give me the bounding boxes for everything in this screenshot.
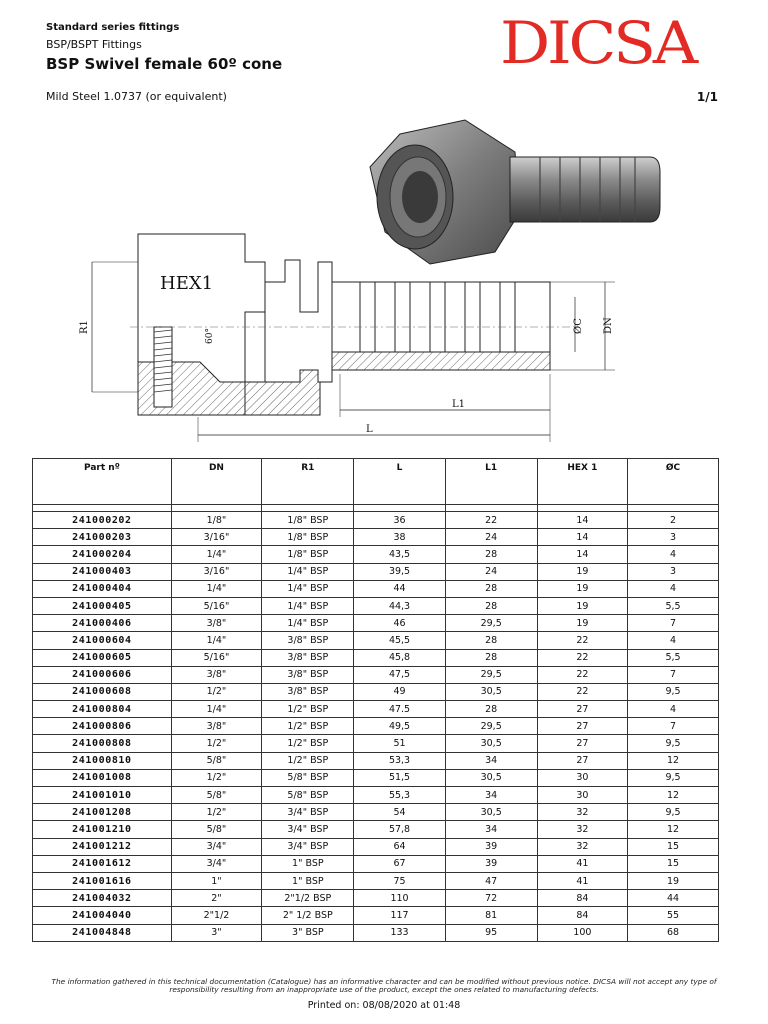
l1-cell: 39 — [445, 838, 537, 855]
l1-cell: 28 — [445, 597, 537, 614]
col-diameter-c: ØC — [627, 459, 718, 505]
dim-l-label: L — [366, 424, 373, 435]
part-number-cell: 241000405 — [33, 597, 172, 614]
l1-cell: 28 — [445, 649, 537, 666]
l-cell: 117 — [354, 907, 445, 924]
table-row — [33, 580, 719, 597]
material-label: Mild Steel 1.0737 (or equivalent) — [46, 90, 227, 103]
table-row — [33, 666, 719, 683]
dn-cell: 3" — [171, 924, 261, 941]
r1-cell: 1/8" BSP — [262, 512, 354, 529]
hex1-cell: 19 — [537, 563, 627, 580]
table-row — [33, 752, 719, 769]
table-header-row — [33, 459, 719, 505]
r1-cell: 1/8" BSP — [262, 546, 354, 563]
r1-cell: 1" BSP — [262, 872, 354, 889]
r1-cell: 1/2" BSP — [262, 718, 354, 735]
diameter-c-cell: 44 — [627, 890, 718, 907]
part-number-cell: 241000810 — [33, 752, 172, 769]
table-row — [33, 512, 719, 529]
spacer-cell — [262, 505, 354, 512]
r1-cell: 1/4" BSP — [262, 563, 354, 580]
l-cell: 44 — [354, 580, 445, 597]
diameter-c-cell: 4 — [627, 546, 718, 563]
l1-cell: 39 — [445, 855, 537, 872]
table-row — [33, 701, 719, 718]
l-cell: 110 — [354, 890, 445, 907]
part-number-cell: 241001212 — [33, 838, 172, 855]
hex-label: HEX1 — [160, 273, 214, 294]
dim-r1-label: R1 — [79, 320, 90, 334]
dn-cell: 3/8" — [171, 718, 261, 735]
table-row — [33, 872, 719, 889]
r1-cell: 3/8" BSP — [262, 683, 354, 700]
part-number-cell: 241001010 — [33, 787, 172, 804]
l-cell: 51,5 — [354, 769, 445, 786]
l-cell: 49,5 — [354, 718, 445, 735]
table-row — [33, 924, 719, 941]
hex1-cell: 84 — [537, 907, 627, 924]
l1-cell: 29,5 — [445, 718, 537, 735]
part-number-cell: 241000606 — [33, 666, 172, 683]
hex1-cell: 30 — [537, 769, 627, 786]
diameter-c-cell: 9,5 — [627, 769, 718, 786]
dim-c-label: ØC — [573, 318, 584, 334]
hex1-cell: 27 — [537, 752, 627, 769]
l-cell: 45,5 — [354, 632, 445, 649]
r1-cell: 3/8" BSP — [262, 632, 354, 649]
l1-cell: 22 — [445, 512, 537, 529]
l-cell: 44,3 — [354, 597, 445, 614]
hex1-cell: 14 — [537, 512, 627, 529]
hex1-cell: 19 — [537, 597, 627, 614]
dn-cell: 5/16" — [171, 649, 261, 666]
l1-cell: 34 — [445, 821, 537, 838]
hex1-cell: 100 — [537, 924, 627, 941]
part-number-cell: 241000406 — [33, 615, 172, 632]
page-title: BSP Swivel female 60º cone — [46, 55, 283, 73]
l1-cell: 24 — [445, 563, 537, 580]
r1-cell: 1/2" BSP — [262, 735, 354, 752]
dim-l1-label: L1 — [452, 399, 466, 410]
part-number-cell: 241000804 — [33, 701, 172, 718]
l1-cell: 30,5 — [445, 804, 537, 821]
l-cell: 47.5 — [354, 701, 445, 718]
l1-cell: 28 — [445, 701, 537, 718]
l1-cell: 28 — [445, 580, 537, 597]
section-view — [92, 234, 615, 442]
technical-drawing — [70, 112, 700, 447]
l-cell: 67 — [354, 855, 445, 872]
table-row — [33, 769, 719, 786]
l1-cell: 29,5 — [445, 666, 537, 683]
table-row — [33, 563, 719, 580]
hex1-cell: 27 — [537, 735, 627, 752]
disclaimer: The information gathered in this technical documentation (Catalogue) has an informative character and can be modified without previous notice. DICSA will not accept any type of responsibility resulting from an inappropriate use of the product, except the ones related to manufacturing defects. — [51, 977, 717, 995]
hex1-cell: 19 — [537, 615, 627, 632]
l1-cell: 28 — [445, 632, 537, 649]
hex1-cell: 14 — [537, 546, 627, 563]
dn-cell: 1/4" — [171, 701, 261, 718]
spacer-cell — [171, 505, 261, 512]
hex1-cell: 32 — [537, 821, 627, 838]
diameter-c-cell: 55 — [627, 907, 718, 924]
l-cell: 36 — [354, 512, 445, 529]
hex1-cell: 27 — [537, 701, 627, 718]
part-number-cell: 241001612 — [33, 855, 172, 872]
col-hex1: HEX 1 — [537, 459, 627, 505]
dn-cell: 1/2" — [171, 735, 261, 752]
part-number-cell: 241000808 — [33, 735, 172, 752]
r1-cell: 5/8" BSP — [262, 787, 354, 804]
diameter-c-cell: 9,5 — [627, 683, 718, 700]
dn-cell: 1/8" — [171, 512, 261, 529]
l1-cell: 30,5 — [445, 735, 537, 752]
hex1-cell: 22 — [537, 632, 627, 649]
diameter-c-cell: 4 — [627, 632, 718, 649]
hex1-cell: 30 — [537, 787, 627, 804]
table-row — [33, 718, 719, 735]
part-number-cell: 241000204 — [33, 546, 172, 563]
r1-cell: 1/4" BSP — [262, 597, 354, 614]
brand-logo: DICSA — [500, 9, 695, 77]
dn-cell: 5/8" — [171, 787, 261, 804]
diameter-c-cell: 68 — [627, 924, 718, 941]
l1-cell: 30,5 — [445, 769, 537, 786]
l-cell: 55,3 — [354, 787, 445, 804]
dn-cell: 3/16" — [171, 563, 261, 580]
category-label: BSP/BSPT Fittings — [46, 38, 142, 51]
diameter-c-cell: 19 — [627, 872, 718, 889]
diameter-c-cell: 15 — [627, 855, 718, 872]
table-row — [33, 890, 719, 907]
diameter-c-cell: 15 — [627, 838, 718, 855]
table-row — [33, 907, 719, 924]
part-number-cell: 241000605 — [33, 649, 172, 666]
part-number-cell: 241001616 — [33, 872, 172, 889]
hex1-cell: 14 — [537, 529, 627, 546]
diameter-c-cell: 3 — [627, 529, 718, 546]
col-dn: DN — [171, 459, 261, 505]
diameter-c-cell: 7 — [627, 615, 718, 632]
table-row — [33, 821, 719, 838]
table-row — [33, 855, 719, 872]
part-number-cell: 241000404 — [33, 580, 172, 597]
l1-cell: 81 — [445, 907, 537, 924]
l-cell: 38 — [354, 529, 445, 546]
part-number-cell: 241004040 — [33, 907, 172, 924]
r1-cell: 3" BSP — [262, 924, 354, 941]
l-cell: 57,8 — [354, 821, 445, 838]
hex1-cell: 41 — [537, 855, 627, 872]
dn-cell: 5/16" — [171, 597, 261, 614]
diameter-c-cell: 5,5 — [627, 649, 718, 666]
hex1-cell: 22 — [537, 666, 627, 683]
part-number-cell: 241001208 — [33, 804, 172, 821]
col-part: Part nº — [33, 459, 172, 505]
table-row — [33, 804, 719, 821]
r1-cell: 1" BSP — [262, 855, 354, 872]
r1-cell: 1/4" BSP — [262, 580, 354, 597]
diameter-c-cell: 12 — [627, 752, 718, 769]
r1-cell: 3/4" BSP — [262, 838, 354, 855]
diameter-c-cell: 2 — [627, 512, 718, 529]
part-number-cell: 241004032 — [33, 890, 172, 907]
hex1-cell: 22 — [537, 649, 627, 666]
hex1-cell: 41 — [537, 872, 627, 889]
col-r1: R1 — [262, 459, 354, 505]
dn-cell: 3/8" — [171, 666, 261, 683]
diameter-c-cell: 12 — [627, 787, 718, 804]
dn-cell: 1/4" — [171, 580, 261, 597]
table-row — [33, 683, 719, 700]
table-spacer-row — [33, 505, 719, 512]
l-cell: 49 — [354, 683, 445, 700]
dn-cell: 2" — [171, 890, 261, 907]
table-row — [33, 615, 719, 632]
table-row — [33, 632, 719, 649]
dn-cell: 2"1/2 — [171, 907, 261, 924]
diameter-c-cell: 3 — [627, 563, 718, 580]
l-cell: 47,5 — [354, 666, 445, 683]
l-cell: 45,8 — [354, 649, 445, 666]
spacer-cell — [445, 505, 537, 512]
r1-cell: 3/4" BSP — [262, 821, 354, 838]
spacer-cell — [537, 505, 627, 512]
r1-cell: 3/8" BSP — [262, 666, 354, 683]
dn-cell: 5/8" — [171, 821, 261, 838]
l-cell: 46 — [354, 615, 445, 632]
fitting-3d-render — [370, 120, 660, 264]
l1-cell: 34 — [445, 752, 537, 769]
dim-dn-label: DN — [603, 317, 614, 334]
hex1-cell: 22 — [537, 683, 627, 700]
table-row — [33, 546, 719, 563]
hex1-cell: 32 — [537, 838, 627, 855]
l1-cell: 95 — [445, 924, 537, 941]
hex1-cell: 84 — [537, 890, 627, 907]
table-row — [33, 735, 719, 752]
diameter-c-cell: 7 — [627, 718, 718, 735]
dn-cell: 5/8" — [171, 752, 261, 769]
part-number-cell: 241001210 — [33, 821, 172, 838]
diameter-c-cell: 5,5 — [627, 597, 718, 614]
printed-date: Printed on: 08/08/2020 at 01:48 — [307, 1000, 461, 1011]
spacer-cell — [627, 505, 718, 512]
angle-label: 60° — [205, 328, 215, 344]
spacer-cell — [354, 505, 445, 512]
table-body — [33, 505, 719, 942]
diameter-c-cell: 7 — [627, 666, 718, 683]
l1-cell: 72 — [445, 890, 537, 907]
r1-cell: 3/4" BSP — [262, 804, 354, 821]
r1-cell: 1/2" BSP — [262, 752, 354, 769]
l-cell: 75 — [354, 872, 445, 889]
dn-cell: 1/4" — [171, 546, 261, 563]
spec-table — [32, 458, 719, 942]
r1-cell: 5/8" BSP — [262, 769, 354, 786]
diameter-c-cell: 9,5 — [627, 735, 718, 752]
diameter-c-cell: 4 — [627, 580, 718, 597]
r1-cell: 1/4" BSP — [262, 615, 354, 632]
l-cell: 39,5 — [354, 563, 445, 580]
dn-cell: 1" — [171, 872, 261, 889]
r1-cell: 2"1/2 BSP — [262, 890, 354, 907]
dn-cell: 1/2" — [171, 769, 261, 786]
part-number-cell: 241004848 — [33, 924, 172, 941]
part-number-cell: 241000604 — [33, 632, 172, 649]
page-number: 1/1 — [696, 90, 718, 104]
l1-cell: 29,5 — [445, 615, 537, 632]
diameter-c-cell: 12 — [627, 821, 718, 838]
l1-cell: 24 — [445, 529, 537, 546]
l-cell: 53,3 — [354, 752, 445, 769]
part-number-cell: 241000202 — [33, 512, 172, 529]
l-cell: 51 — [354, 735, 445, 752]
l-cell: 54 — [354, 804, 445, 821]
dn-cell: 1/2" — [171, 804, 261, 821]
dn-cell: 3/4" — [171, 838, 261, 855]
diameter-c-cell: 9,5 — [627, 804, 718, 821]
part-number-cell: 241000403 — [33, 563, 172, 580]
hex1-cell: 19 — [537, 580, 627, 597]
l1-cell: 34 — [445, 787, 537, 804]
table-row — [33, 649, 719, 666]
l1-cell: 28 — [445, 546, 537, 563]
l1-cell: 47 — [445, 872, 537, 889]
table-row — [33, 787, 719, 804]
part-number-cell: 241001008 — [33, 769, 172, 786]
part-number-cell: 241000608 — [33, 683, 172, 700]
table-row — [33, 597, 719, 614]
l-cell: 43,5 — [354, 546, 445, 563]
table-row — [33, 838, 719, 855]
dn-cell: 3/8" — [171, 615, 261, 632]
part-number-cell: 241000203 — [33, 529, 172, 546]
part-number-cell: 241000806 — [33, 718, 172, 735]
diameter-c-cell: 4 — [627, 701, 718, 718]
dn-cell: 1/2" — [171, 683, 261, 700]
r1-cell: 1/8" BSP — [262, 529, 354, 546]
table-row — [33, 529, 719, 546]
series-label: Standard series fittings — [46, 22, 180, 33]
r1-cell: 3/8" BSP — [262, 649, 354, 666]
dn-cell: 3/16" — [171, 529, 261, 546]
dn-cell: 3/4" — [171, 855, 261, 872]
l-cell: 133 — [354, 924, 445, 941]
dn-cell: 1/4" — [171, 632, 261, 649]
hex1-cell: 27 — [537, 718, 627, 735]
spacer-cell — [33, 505, 172, 512]
hex1-cell: 32 — [537, 804, 627, 821]
r1-cell: 1/2" BSP — [262, 701, 354, 718]
l-cell: 64 — [354, 838, 445, 855]
col-l1: L1 — [445, 459, 537, 505]
col-l: L — [354, 459, 445, 505]
r1-cell: 2" 1/2 BSP — [262, 907, 354, 924]
l1-cell: 30,5 — [445, 683, 537, 700]
